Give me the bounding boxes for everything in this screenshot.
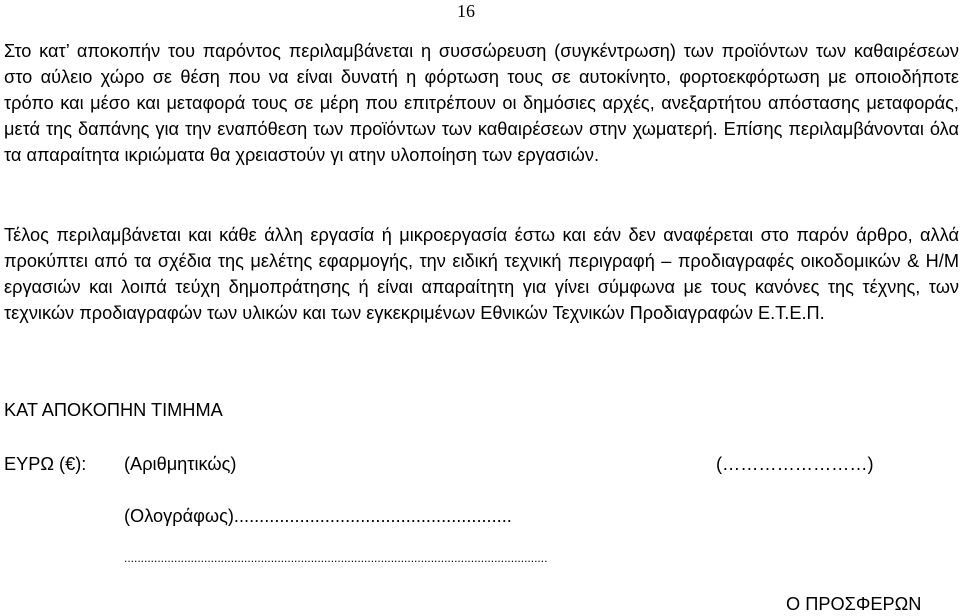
page-number: 16 bbox=[457, 1, 475, 21]
currency-label: ΕΥΡΩ (€): bbox=[4, 454, 87, 474]
paragraph-additional-works: Τέλος περιλαμβάνεται και κάθε άλλη εργασία ή μικροεργασία έστω και εάν δεν αναφέρεται στο παρόν άρθρο, αλλά προκύπτει από τα σχέδια της μελέτης εφαρμογής, την ειδική τεχνική περιγραφή – προδιαγραφές οικοδομικών & Η/Μ εργασιών και λοιπά τεύχη δημοπράτησης ή είναι απαραίτητη για γίνει σύμφωνα με τους κανόνες της τέχνης, των τεχνικών προδιαγραφών των υλικών και των εγκεκριμένων Εθνικών Τεχνικών Προδιαγραφών Ε.Τ.Ε.Π. bbox=[4, 225, 959, 323]
written-amount-continuation: ............................................................................................................................... bbox=[124, 551, 548, 565]
numeric-amount-blank: (……………………) bbox=[716, 454, 874, 474]
written-amount-line: (Ολογράφως)....................................................... bbox=[124, 506, 512, 526]
lump-sum-price-heading: ΚΑΤ ΑΠΟΚΟΠΗΝ ΤΙΜΗΜΑ bbox=[4, 400, 223, 420]
numeric-amount-label: (Αριθμητικώς) bbox=[124, 454, 237, 474]
bidder-signature-label: Ο ΠΡΟΣΦΕΡΩΝ bbox=[786, 594, 922, 614]
paragraph-disposal: Στο κατ’ αποκοπήν του παρόντος περιλαμβάνεται η συσσώρευση (συγκέντρωση) των προϊόντων των καθαιρέσεων στο αύλειο χώρο σε θέση που να είναι δυνατή η φόρτωση τους σε αυτοκίνητο, φορτοεκφόρτωση με οποιοδήποτε τρόπο και μέσο και μεταφορά τους σε μέρη που επιτρέπουν οι δημόσιες αρχές, ανεξαρτήτου απόστασης μεταφοράς, μετά της δαπάνης για την εναπόθεση των προϊόντων των καθαιρέσεων στην χωματερή. Επίσης περιλαμβάνονται όλα τα απαραίτητα ικριώματα θα χρειαστούν γι ατην υλοποίηση των εργασιών. bbox=[4, 41, 959, 165]
price-numeric-row bbox=[4, 451, 959, 477]
